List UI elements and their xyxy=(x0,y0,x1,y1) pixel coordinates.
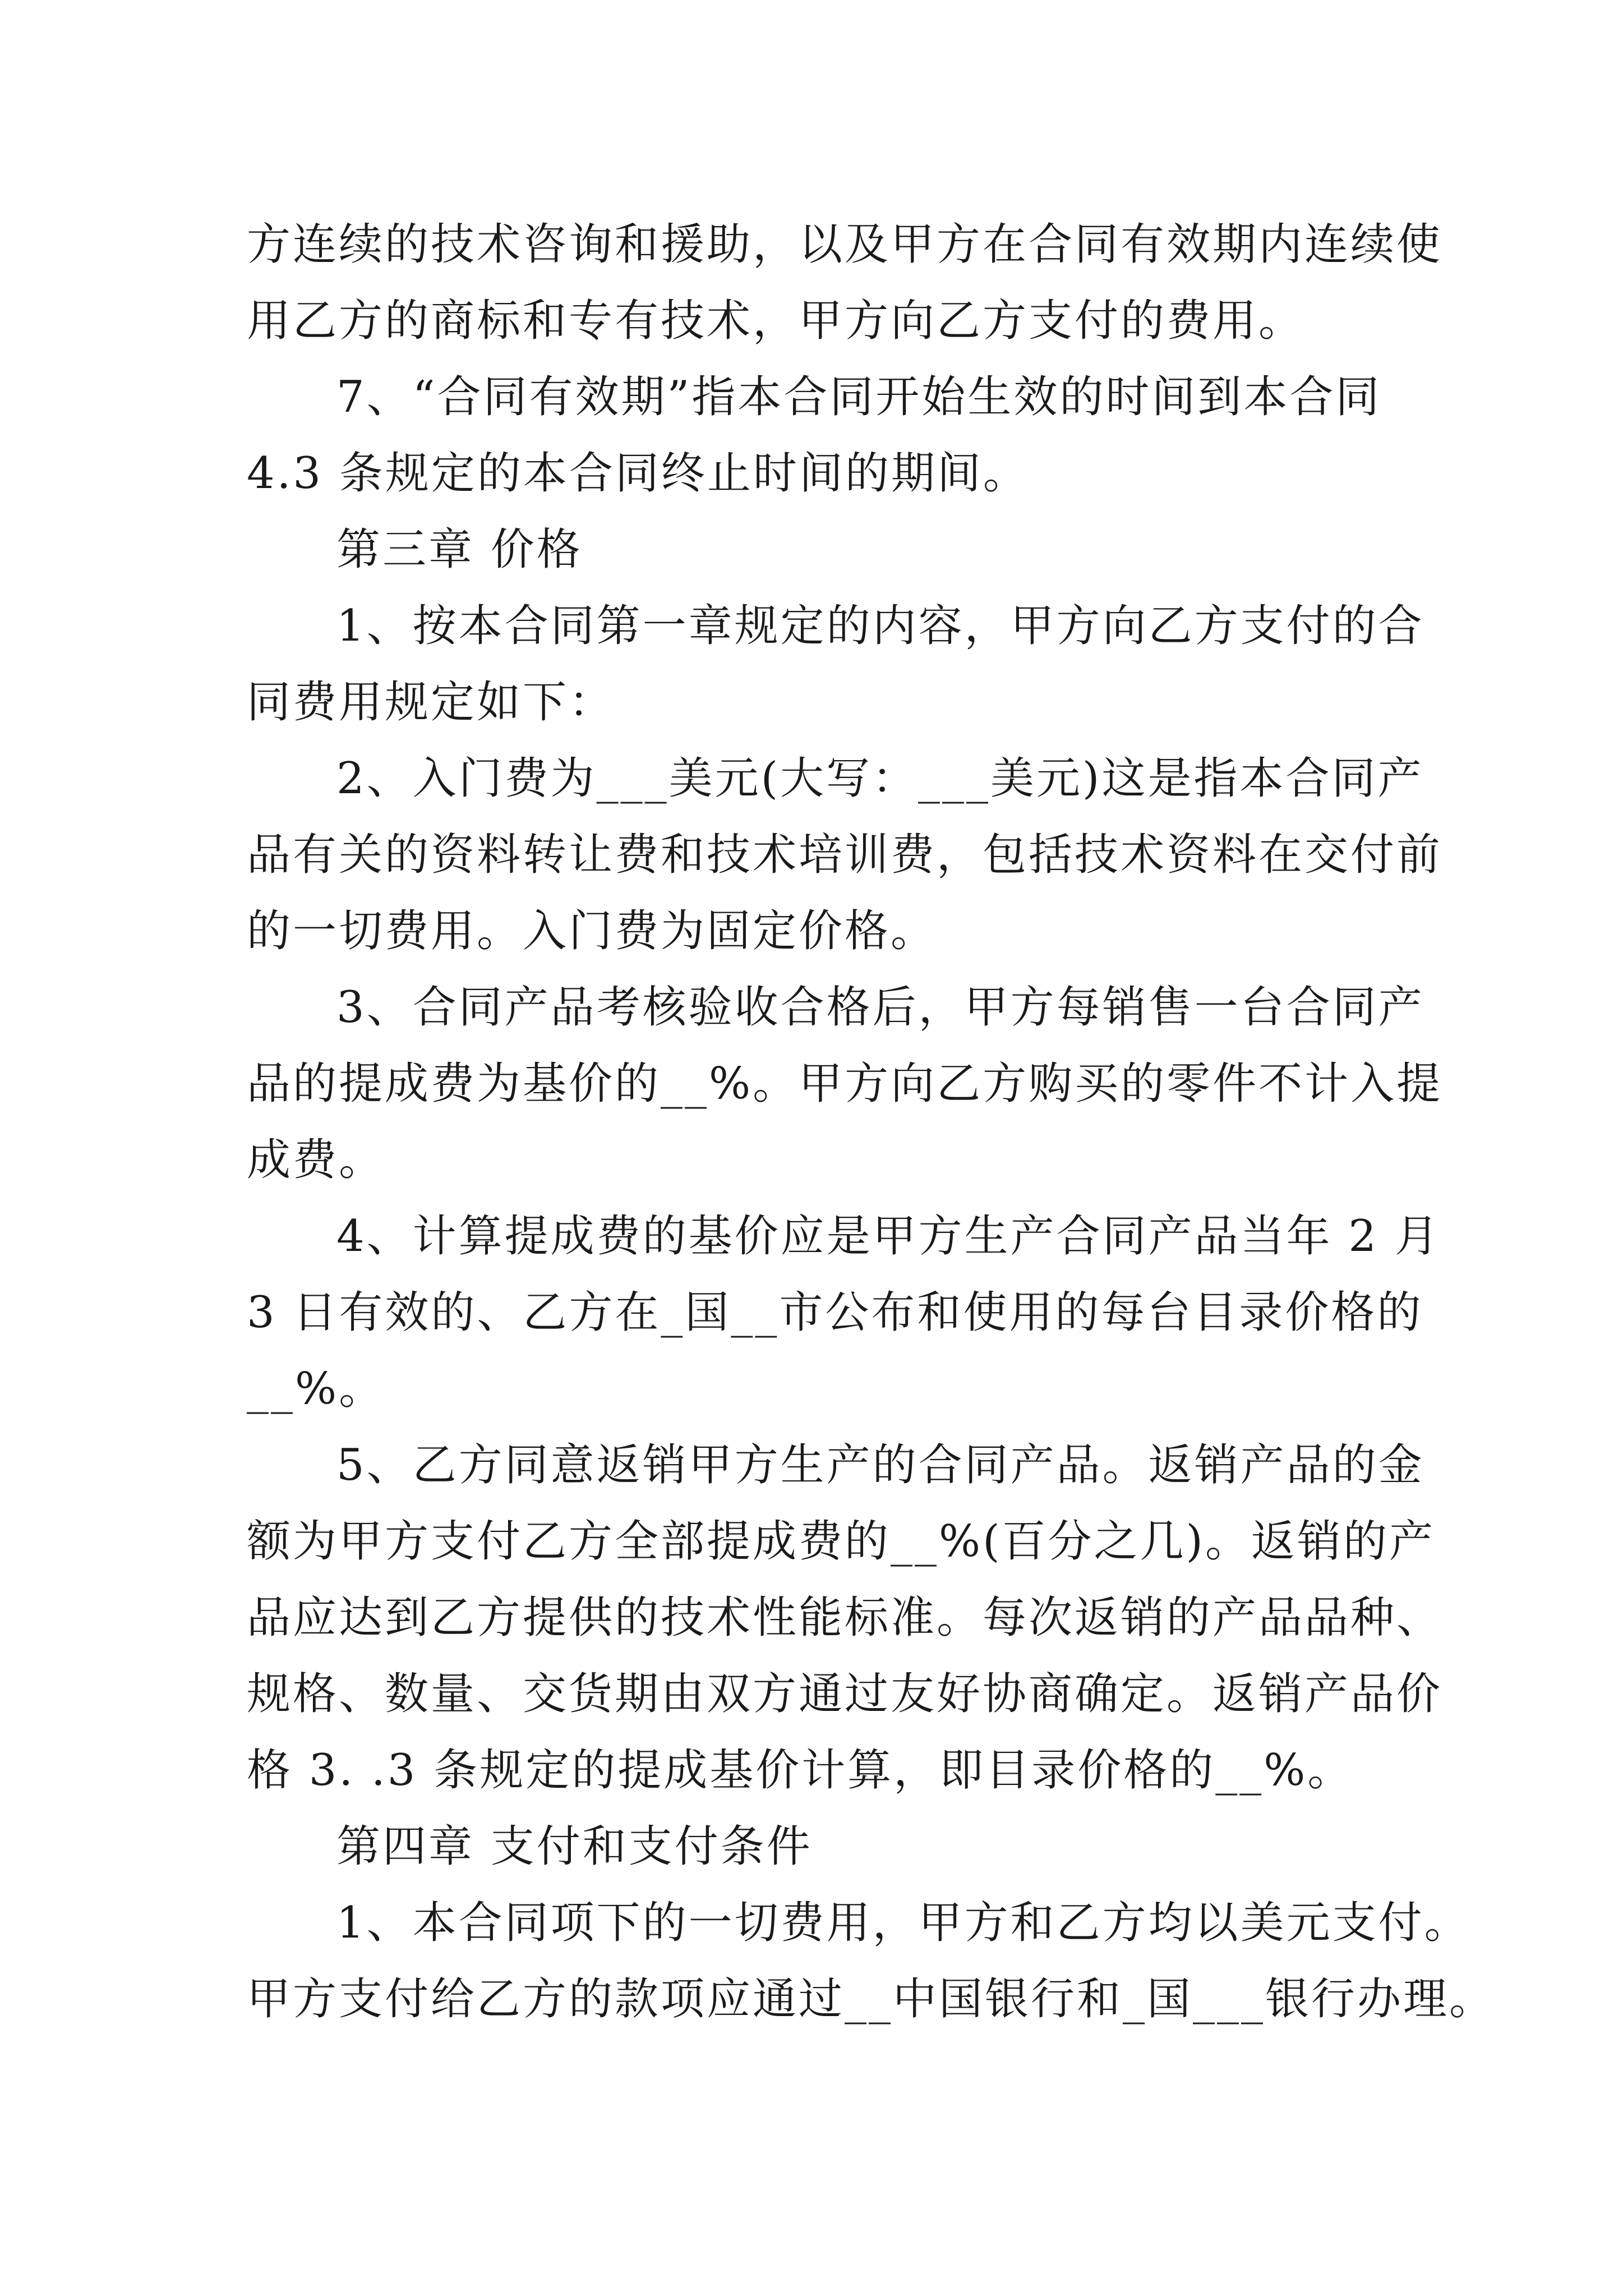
chapter-heading: 第四章 支付和支付条件 xyxy=(336,1821,813,1872)
text-line: 5、乙方同意返销甲方生产的合同产品。返销产品的金 xyxy=(336,1440,1424,1490)
text-line: 品应达到乙方提供的技术性能标准。每次返销的产品品种、 xyxy=(247,1593,1443,1643)
text-line: 1、本合同项下的一切费用，甲方和乙方均以美元支付。 xyxy=(336,1898,1470,1948)
text-line: __%。 xyxy=(247,1364,385,1414)
chapter-heading: 第三章 价格 xyxy=(336,524,583,575)
text-line: 品有关的资料转让费和技术培训费，包括技术资料在交付前 xyxy=(247,830,1443,880)
text-line: 的一切费用。入门费为固定价格。 xyxy=(247,906,937,956)
document-body xyxy=(247,206,1496,2037)
text-line: 3、合同产品考核验收合格后，甲方每销售一台合同产 xyxy=(336,982,1424,1033)
text-line: 格 3. .3 条规定的提成基价计算，即目录价格的__%。 xyxy=(247,1745,1354,1796)
text-line: 规格、数量、交货期由双方通过友好协商确定。返销产品价 xyxy=(247,1669,1443,1719)
text-line: 1、按本合同第一章规定的内容，甲方向乙方支付的合 xyxy=(336,601,1424,651)
text-line: 额为甲方支付乙方全部提成费的__%(百分之几)。返销的产 xyxy=(247,1516,1435,1567)
text-line: 4、计算提成费的基价应是甲方生产合同产品当年 2 月 xyxy=(336,1211,1441,1262)
text-line: 7、“合同有效期”指本合同开始生效的时间到本合同 xyxy=(336,372,1382,422)
text-line: 品的提成费为基价的__%。甲方向乙方购买的零件不计入提 xyxy=(247,1059,1443,1109)
text-line: 成费。 xyxy=(247,1135,385,1185)
text-line: 方连续的技术咨询和援助，以及甲方在合同有效期内连续使 xyxy=(247,219,1443,270)
text-line: 2、入门费为___美元(大写：___美元)这是指本合同产 xyxy=(336,753,1424,804)
text-line: 3 日有效的、乙方在_国__市公布和使用的每台目录价格的 xyxy=(247,1287,1423,1338)
text-line: 用乙方的商标和专有技术，甲方向乙方支付的费用。 xyxy=(247,296,1305,346)
text-line: 甲方支付给乙方的款项应通过__中国银行和_国___银行办理。 xyxy=(247,1974,1496,2024)
text-line: 同费用规定如下： xyxy=(247,677,615,728)
text-line: 4.3 条规定的本合同终止时间的期间。 xyxy=(247,448,1029,499)
